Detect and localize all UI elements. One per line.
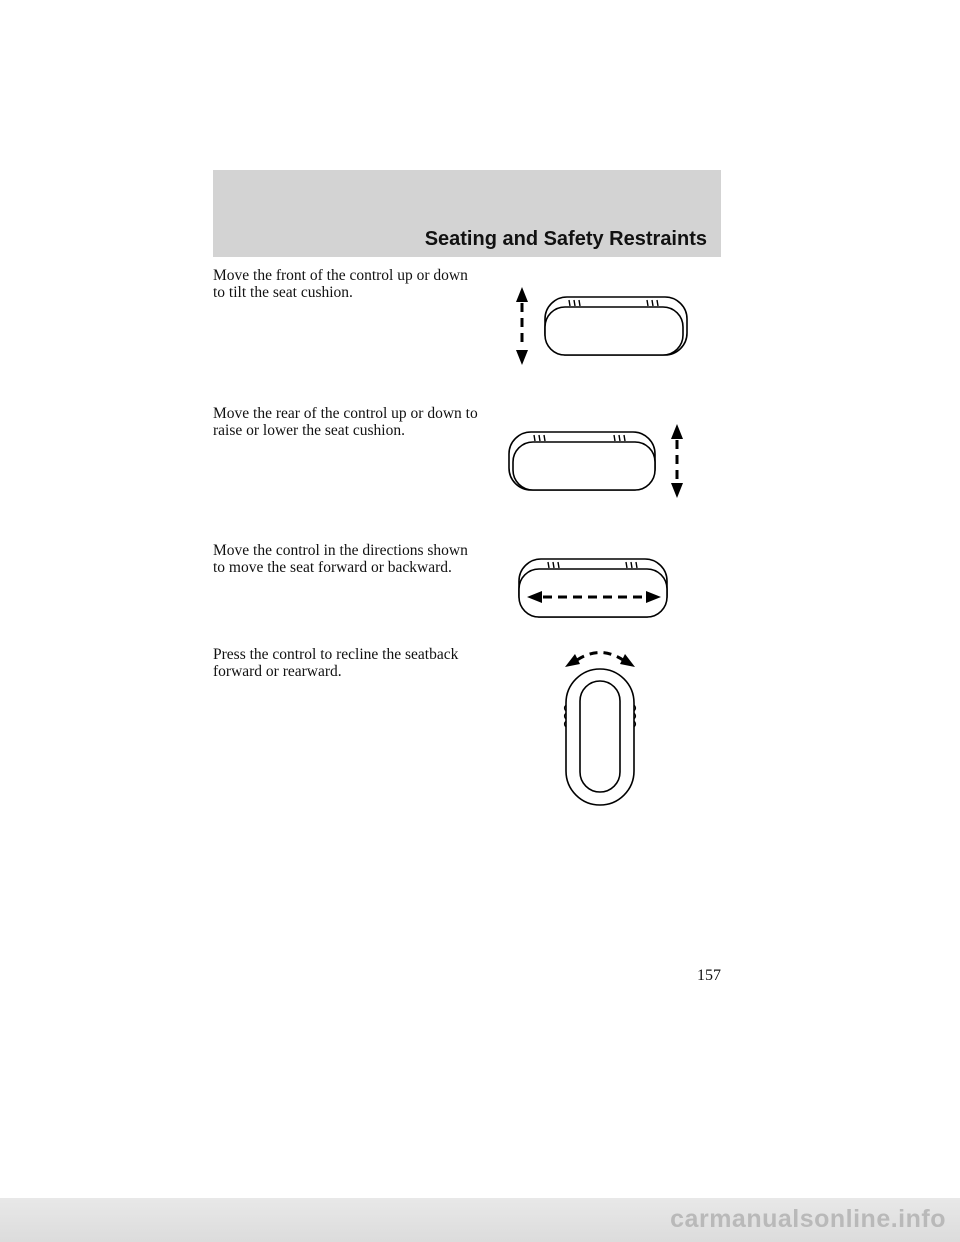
curved-arrow-icon (565, 653, 635, 668)
recline-control-illustration (555, 643, 645, 813)
instruction-height-text: Move the rear of the control up or down to raise or lower the seat cushion. (213, 405, 478, 439)
up-down-arrow-icon (516, 287, 528, 365)
watermark-text[interactable]: carmanualsonline.info (670, 1205, 946, 1233)
section-title: Seating and Safety Restraints (424, 228, 707, 250)
instruction-tilt-text: Move the front of the control up or down to tilt the seat cushion. (213, 267, 468, 301)
watermark-bar (0, 1198, 960, 1242)
seat-fore-aft-control-illustration (515, 553, 675, 623)
section-header (213, 170, 721, 257)
instruction-fore-aft-text: Move the control in the directions shown to move the seat forward or backward. (213, 542, 468, 576)
up-down-arrow-icon (671, 424, 683, 498)
seat-height-control-illustration (505, 420, 705, 505)
instruction-recline-text: Press the control to recline the seatback forward or rearward. (213, 646, 459, 680)
seat-tilt-control-illustration (505, 285, 705, 370)
page-number: 157 (697, 967, 721, 984)
